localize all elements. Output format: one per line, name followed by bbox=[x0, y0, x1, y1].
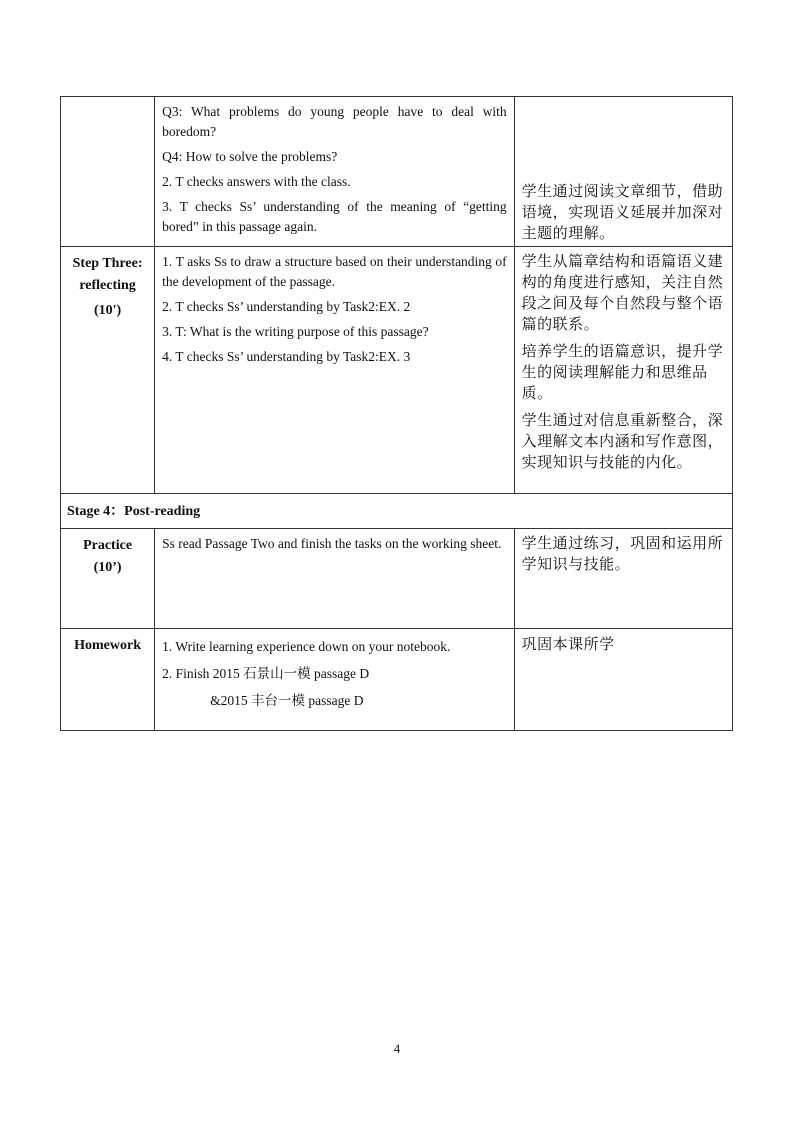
purpose-cell bbox=[514, 529, 732, 629]
label-cell-empty bbox=[61, 97, 155, 247]
lesson-plan-table bbox=[60, 96, 733, 731]
procedure-line: Q4: How to solve the problems? bbox=[162, 149, 338, 164]
procedure-cell bbox=[155, 629, 515, 731]
procedure-line: 2. T checks answers with the class. bbox=[162, 174, 351, 189]
procedure-line: 2. T checks Ss’ understanding by Task2:EX. 2 bbox=[162, 299, 411, 314]
procedure-line: Ss read Passage Two and finish the tasks on the working sheet. bbox=[162, 536, 502, 551]
procedure-line: 3. T checks Ss’ understanding of the meaning of “getting bored” in this passage again. bbox=[162, 199, 507, 234]
purpose-text: 学生从篇章结构和语篇语义建构的角度进行感知，关注自然段之间及每个自然段与整个语篇的联系。 bbox=[521, 252, 724, 333]
procedure-line: &2015 丰台一模 passage D bbox=[210, 693, 364, 708]
step-label-cell bbox=[61, 247, 155, 494]
procedure-line: 4. T checks Ss’ understanding by Task2:EX. 3 bbox=[162, 349, 411, 364]
procedure-line: 3. T: What is the writing purpose of this passage? bbox=[162, 324, 429, 339]
purpose-text: 巩固本课所学 bbox=[521, 635, 615, 653]
table-row-stage-4 bbox=[61, 494, 733, 529]
purpose-text: 学生通过练习，巩固和运用所学知识与技能。 bbox=[521, 534, 724, 573]
procedure-line: 1. Write learning experience down on your notebook. bbox=[162, 639, 451, 654]
purpose-text: 培养学生的语篇意识，提升学生的阅读理解能力和思维品质。 bbox=[521, 342, 724, 402]
purpose-cell bbox=[514, 97, 732, 247]
practice-time: (10’) bbox=[93, 560, 122, 575]
step-title: Step Three: bbox=[72, 256, 143, 271]
page-number: 4 bbox=[393, 1041, 401, 1056]
procedure-cell bbox=[155, 529, 515, 629]
table-row-practice bbox=[61, 529, 733, 629]
procedure-line: Q3: What problems do young people have to deal with boredom? bbox=[162, 104, 507, 139]
procedure-line: 1. T asks Ss to draw a structure based on their understanding of the development of the passage. bbox=[162, 254, 507, 289]
practice-label: Practice bbox=[83, 538, 133, 553]
procedure-cell bbox=[155, 247, 515, 494]
purpose-cell bbox=[514, 247, 732, 494]
homework-label-cell bbox=[61, 629, 155, 731]
procedure-line: 2. Finish 2015 石景山一模 passage D bbox=[162, 666, 370, 681]
table-row-continuation bbox=[61, 97, 733, 247]
purpose-text: 学生通过对信息重新整合，深入理解文本内涵和写作意图，实现知识与技能的内化。 bbox=[521, 411, 724, 471]
stage-title: Stage 4：Post-reading bbox=[61, 494, 733, 529]
purpose-cell bbox=[514, 629, 732, 731]
procedure-cell bbox=[155, 97, 515, 247]
practice-label-cell bbox=[61, 529, 155, 629]
homework-label: Homework bbox=[74, 638, 141, 653]
step-time: (10') bbox=[93, 303, 122, 318]
purpose-text: 学生通过阅读文章细节，借助语境，实现语义延展并加深对主题的理解。 bbox=[521, 182, 724, 242]
table-row-homework bbox=[61, 629, 733, 731]
table-row-step-three bbox=[61, 247, 733, 494]
step-subtitle: reflecting bbox=[79, 278, 136, 293]
